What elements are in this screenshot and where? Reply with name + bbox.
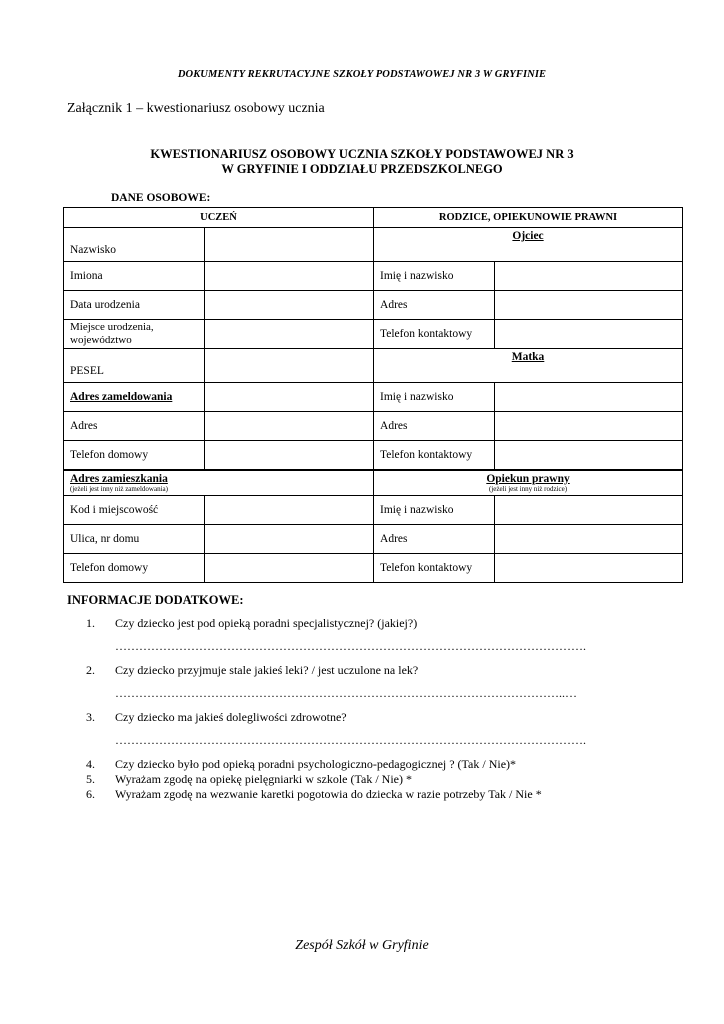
field-birth-place[interactable] <box>205 320 374 349</box>
field-postal-city[interactable] <box>205 496 374 525</box>
footer-school-name: Zespół Szkół w Gryfinie <box>295 938 429 953</box>
guardian-heading-text: Opiekun prawny <box>486 473 570 485</box>
field-address[interactable] <box>205 412 374 441</box>
personal-data-table <box>63 207 683 583</box>
form-title <box>0 147 724 177</box>
mother-heading-text: Matka <box>511 351 545 363</box>
question-number: 6. <box>86 787 95 801</box>
label-home-phone: Telefon domowy <box>64 441 205 471</box>
field-mother-address[interactable] <box>495 412 683 441</box>
label-first-names: Imiona <box>64 262 205 291</box>
label-postal-city: Kod i miejscowość <box>64 496 205 525</box>
question-text: Czy dziecko było pod opieką poradni psychologiczno-pedagogicznej ? (Tak / Nie)* <box>115 757 517 771</box>
field-guardian-name[interactable] <box>495 496 683 525</box>
document-header: DOKUMENTY REKRUTACYJNE SZKOŁY PODSTAWOWEJ NR 3 W GRYFINIE <box>177 69 547 80</box>
label-guardian-address: Adres <box>374 525 495 554</box>
question-item <box>86 757 646 772</box>
question-text: Czy dziecko ma jakieś dolegliwości zdrowotne? <box>115 710 347 724</box>
attachment-label: Załącznik 1 – kwestionariusz osobowy ucznia <box>67 101 325 116</box>
label-street: Ulica, nr domu <box>64 525 205 554</box>
parents-column-header: RODZICE, OPIEKUNOWIE PRAWNI <box>374 208 683 228</box>
question-number: 4. <box>86 757 95 771</box>
father-heading <box>374 228 683 262</box>
mother-heading <box>374 349 683 383</box>
question-text: Czy dziecko przyjmuje stale jakieś leki? / jest uczulone na lek? <box>115 663 419 677</box>
question-item <box>86 787 646 802</box>
student-column-header: UCZEŃ <box>64 208 374 228</box>
label-address: Adres <box>64 412 205 441</box>
answer-line[interactable]: ………………………………………………………………………………………………………. <box>115 639 586 653</box>
label-mother-name: Imię i nazwisko <box>374 383 495 412</box>
label-surname: Nazwisko <box>64 228 205 262</box>
field-first-names[interactable] <box>205 262 374 291</box>
field-guardian-phone[interactable] <box>495 554 683 583</box>
label-father-address: Adres <box>374 291 495 320</box>
question-number: 1. <box>86 616 95 630</box>
questions-list <box>86 616 646 802</box>
residence-address-note: (jeżeli jest inny niż zameldowania) <box>70 485 168 493</box>
label-pesel: PESEL <box>64 349 205 383</box>
field-mother-name[interactable] <box>495 383 683 412</box>
spacer <box>86 701 646 710</box>
label-birth-place: Miejsce urodzenia, województwo <box>64 320 205 349</box>
field-mother-phone[interactable] <box>495 441 683 471</box>
answer-line[interactable]: ………………………………………………………………………………………………………. <box>115 733 586 747</box>
residence-address-heading <box>64 470 374 496</box>
field-father-phone[interactable] <box>495 320 683 349</box>
field-father-address[interactable] <box>495 291 683 320</box>
guardian-note: (jeżeli jest inny niż rodzice) <box>488 485 568 493</box>
field-home-phone[interactable] <box>205 441 374 471</box>
spacer <box>86 654 646 663</box>
residence-address-text: Adres zamieszkania <box>70 473 168 485</box>
field-street[interactable] <box>205 525 374 554</box>
section-additional-heading: INFORMACJE DODATKOWE: <box>67 593 244 607</box>
form-title-line2: W GRYFINIE I ODDZIAŁU PRZEDSZKOLNEGO <box>221 162 503 176</box>
answer-line[interactable]: …………………………………………………………………………………………………..… <box>115 686 577 700</box>
registered-address-text: Adres zameldowania <box>70 391 173 403</box>
label-mother-address: Adres <box>374 412 495 441</box>
question-item <box>86 663 646 701</box>
question-number: 2. <box>86 663 95 677</box>
label-birth-date: Data urodzenia <box>64 291 205 320</box>
section-personal-heading: DANE OSOBOWE: <box>111 192 211 204</box>
field-father-name[interactable] <box>495 262 683 291</box>
question-number: 5. <box>86 772 95 786</box>
father-heading-text: Ojciec <box>512 230 544 242</box>
question-text: Wyrażam zgodę na wezwanie karetki pogotowia do dziecka w razie potrzeby Tak / Nie * <box>115 787 542 801</box>
label-guardian-name: Imię i nazwisko <box>374 496 495 525</box>
question-text: Czy dziecko jest pod opieką poradni specjalistycznej? (jakiej?) <box>115 616 418 630</box>
question-item <box>86 772 646 787</box>
question-number: 3. <box>86 710 95 724</box>
question-text: Wyrażam zgodę na opiekę pielęgniarki w szkole (Tak / Nie) * <box>115 772 412 786</box>
label-father-name: Imię i nazwisko <box>374 262 495 291</box>
spacer <box>86 748 646 757</box>
form-title-line1: KWESTIONARIUSZ OSOBOWY UCZNIA SZKOŁY PODSTAWOWEJ NR 3 <box>150 147 574 161</box>
label-home-phone-2: Telefon domowy <box>64 554 205 583</box>
label-father-phone: Telefon kontaktowy <box>374 320 495 349</box>
field-birth-date[interactable] <box>205 291 374 320</box>
label-guardian-phone: Telefon kontaktowy <box>374 554 495 583</box>
label-registered-address <box>64 383 205 412</box>
field-pesel[interactable] <box>205 349 374 383</box>
field-surname[interactable] <box>205 228 374 262</box>
label-mother-phone: Telefon kontaktowy <box>374 441 495 471</box>
question-item <box>86 616 646 654</box>
field-registered-address[interactable] <box>205 383 374 412</box>
field-home-phone-2[interactable] <box>205 554 374 583</box>
field-guardian-address[interactable] <box>495 525 683 554</box>
guardian-heading <box>374 470 683 496</box>
question-item <box>86 710 646 748</box>
